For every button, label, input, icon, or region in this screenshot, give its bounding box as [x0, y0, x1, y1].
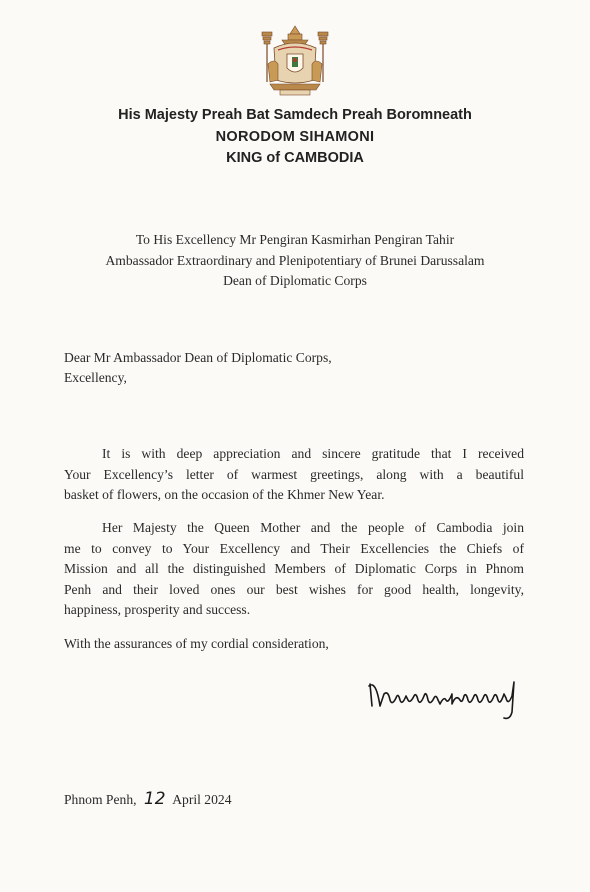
paragraph-line: Her Majesty the Queen Mother and the people of Cambodia join — [102, 520, 524, 535]
sender-name: NORODOM SIHAMONI — [215, 129, 375, 145]
handwritten-day: 12 — [143, 789, 166, 809]
addressee-role: Ambassador Extraordinary and Plenipotentiary of Brunei Darussalam — [105, 253, 485, 268]
paragraph-line: Your Excellency’s letter of warmest greetings, along with a beautiful — [64, 466, 524, 482]
paragraph-line: me to convey to Your Excellency and Their Excellencies the Chiefs of — [64, 540, 524, 556]
place-name: Phnom Penh, — [64, 792, 137, 807]
sender-title: His Majesty Preah Bat Samdech Preah Boromneath — [118, 107, 472, 123]
handwritten-signature — [366, 676, 528, 722]
salutation-excellency: Excellency, — [64, 370, 127, 385]
salutation: Dear Mr Ambassador Dean of Diplomatic Corps, — [64, 350, 332, 365]
paragraph-line: basket of flowers, on the occasion of the Khmer New Year. — [64, 487, 385, 503]
addressee-name: To His Excellency Mr Pengiran Kasmirhan Pengiran Tahir — [135, 232, 455, 247]
body-paragraph-1 — [64, 444, 524, 506]
body-paragraph-2 — [64, 518, 524, 621]
royal-coat-of-arms-icon — [256, 24, 334, 100]
dateline — [64, 789, 232, 809]
month-year: April 2024 — [172, 792, 232, 807]
paragraph-line: It is with deep appreciation and sincere gratitude that I received — [102, 446, 524, 461]
paragraph-line: Mission and all the distinguished Members of Diplomatic Corps in Phnom — [64, 561, 524, 577]
closing-line: With the assurances of my cordial consideration, — [64, 636, 329, 651]
paragraph-line: Penh and their loved ones our best wishes for good health, longevity, — [64, 581, 524, 597]
paragraph-line: happiness, prosperity and success. — [64, 602, 251, 618]
sender-position: KING of CAMBODIA — [226, 150, 364, 166]
addressee-title: Dean of Diplomatic Corps — [223, 273, 367, 288]
